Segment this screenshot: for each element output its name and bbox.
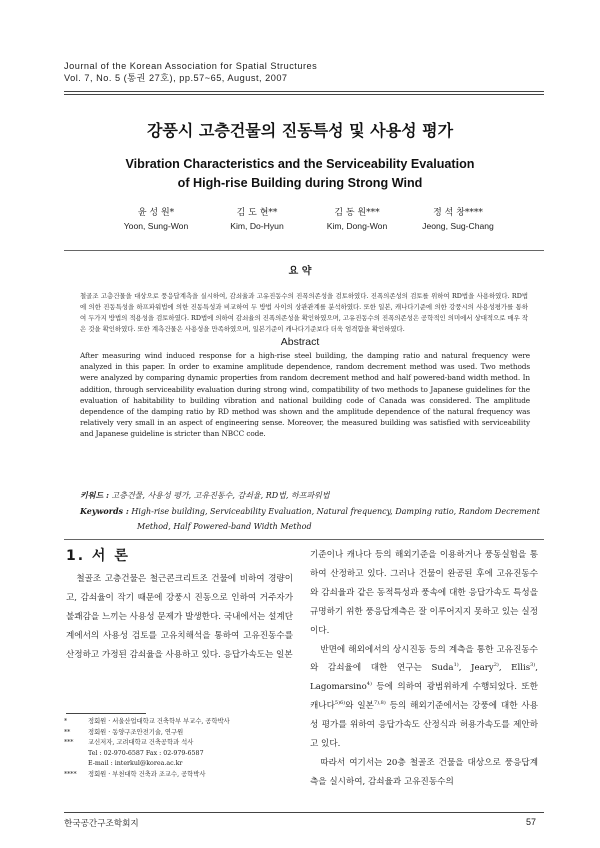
header-rule-bottom: [64, 94, 544, 95]
korean-abstract: 철골조 고층건물을 대상으로 풍응답계측을 실시하여, 감쇠율과 고유진동수의 진폭의존성을 검토하였다. 진폭의존성의 검토를 위하여 RD법을 사용하였다. RD법에 의한 진동특성을 하프파워법에 의한 진동특성과 비교하여 두 방법 사이의 상관관계를 분석하였다. 또한 일본, 캐나다기준에 의한 강풍시의 사용성평가를 통하여 두가지 방법의 적용성을 검토하였다. RD법에 의하여 감쇠율의 진폭의존성을 확인하였으며, 고유진동수의 진폭의존성은 공학적인 의미에서 상대적으로 매우 작은 것을 확인하였다. 또한 계측건물은 사용성을 만족하였으며, 일본기준이 캐나다기준보다 더욱 엄격함을 확인하였다.: [80, 292, 528, 333]
footnotes: [64, 717, 294, 781]
footnote-1-mark: *: [64, 718, 68, 725]
english-abstract: After measuring wind induced response for a high-rise steel building, the damping ratio and natural frequency were analyzed in this paper. In order to examine amplitude dependence, random decrement method was used. Two methods were analyzed by comparing dynamic properties from random decrement method and half powered-band width method. In addition, through serviceability evaluation during strong wind, compatibility of two methods to Japanese guidelines for the evaluation of habitability to building vibration and national building code of Canada was considered. The amplitude dependence of the damping ratio by RD method was shown and the amplitude dependence of the natural frequency was relatively very small in an aspect of engineering sense. Moreover, the measured building was satisfied with serviceability and Japanese guideline is stricter than NBCC code.: [80, 351, 530, 439]
journal-volume: Vol. 7, No. 5 (통권 27호), pp.57~65, August, 2007: [64, 73, 288, 83]
keywords-english-line2: Method, Half Powered-band Width Method: [137, 522, 312, 531]
footnote-1: [64, 717, 294, 728]
right-column: [310, 546, 538, 792]
korean-abstract-heading: 요 약: [288, 266, 312, 277]
footnote-4-mark: [64, 749, 88, 760]
ref-canada: 5)6): [334, 700, 346, 707]
author-3-kor: 김 동 원***: [334, 208, 380, 218]
footnote-5-mark: [64, 759, 88, 770]
footnote-rule: [66, 713, 146, 714]
author-4-kor: 정 석 창****: [433, 208, 483, 218]
section-1-heading: 1. 서 론: [66, 548, 130, 564]
footnote-4-text: Tel : 02-970-6587 Fax : 02-979-6587: [88, 749, 204, 757]
para2-text-b: , Jeary: [458, 663, 494, 674]
para2-text-a: 반면에 해외에서의 상시진동 등의 계측을 통한 고유진동수와 감쇠율에 대한 연구는 Suda: [310, 644, 538, 674]
title-english-line1: Vibration Characteristics and the Serviceability Evaluation: [125, 157, 475, 171]
ref-lagomarsino: 4): [366, 681, 372, 688]
footnote-6-text: 정회원 · 부천대학 건축과 조교수, 공학박사: [88, 770, 206, 778]
author-4-eng: Jeong, Sug-Chang: [422, 221, 494, 231]
abstract-rule-top: [64, 250, 544, 251]
left-column: [66, 570, 293, 665]
keywords-korean: [80, 488, 540, 503]
keywords-english-label: Keywords :: [80, 506, 129, 516]
footnote-3-text: 교신저자, 고려대학교 건축공학과 석사: [88, 739, 194, 747]
para2-text-f: 와 일본: [345, 701, 374, 712]
ref-ellis: 3): [530, 662, 536, 669]
para2-text-c: , Ellis: [498, 663, 531, 674]
author-1-kor: 윤 성 원*: [137, 208, 175, 218]
footnote-6: [64, 770, 294, 781]
title-korean: 강풍시 고층건물의 진동특성 및 사용성 평가: [146, 121, 454, 140]
para2-text-e: 등에 의하여 광범위하게 수행되었다. 또한 캐나다: [310, 682, 538, 712]
journal-name: Journal of the Korean Association for Spatial Structures: [64, 61, 318, 71]
keywords-english-line1: High-rise building, Serviceability Evaluation, Natural frequency, Damping ratio, Random Decrement: [131, 507, 540, 516]
author-2-kor: 김 도 현**: [236, 208, 278, 218]
right-column-paragraph-1: 기준이나 캐나다 등의 해외기준을 이용하거나 풍동실험을 통하여 산정하고 있다. 그러나 건물이 완공된 후에 고유진동수와 감쇠율과 같은 동적특성과 풍속에 대한 응답가속도 특성을 규명하기 위한 풍응답계측은 잘 이루어지지 못하고 있는 실정이다.: [310, 550, 538, 636]
para2-text-g: 등의 해외기준에서는 강풍에 대한 사용성 평가를 위하여 응답가속도 산정식과 허용가속도를 제안하고 있다.: [310, 701, 538, 750]
footnote-5-text: E-mail : interkul@korea.ac.kr: [88, 760, 183, 768]
journal-header: [64, 60, 544, 84]
footnote-4: [64, 749, 294, 760]
title-english-line2: of High-rise Building during Strong Wind: [177, 176, 423, 190]
footer-journal: 한국공간구조학회지: [64, 819, 139, 829]
footnote-6-mark: ****: [64, 770, 77, 778]
right-column-paragraph-2: [310, 641, 538, 754]
keywords-korean-text: 고층건물, 사용성 평가, 고유진동수, 감쇠율, RD법, 하프파워법: [111, 491, 330, 500]
footnote-5: [64, 759, 294, 770]
title-english: [0, 155, 600, 193]
header-rule-top: [64, 91, 544, 92]
ref-jeary: 2): [493, 662, 499, 669]
abstract-heading: Abstract: [280, 336, 320, 348]
footnote-3: [64, 738, 294, 749]
author-2-eng: Kim, Do-Hyun: [230, 221, 284, 231]
author-4: [398, 207, 518, 233]
ref-suda: 1): [453, 662, 459, 669]
keywords-english: [80, 504, 540, 534]
footnote-3-mark: ***: [64, 739, 74, 747]
right-column-paragraph-3: 따라서 여기서는 20층 철골조 건물을 대상으로 풍응답계측을 실시하여, 감쇠율과 고유진동수의: [310, 757, 538, 787]
footnote-1-text: 정회원 · 서울산업대학교 건축학부 부교수, 공학박사: [88, 718, 230, 725]
page-number: 57: [525, 817, 536, 827]
left-column-paragraph-1: 철골조 고층건물은 철근콘크리트조 건물에 비하여 경량이고, 감쇠율이 작기 때문에 강풍시 진동으로 인하여 거주자가 불쾌감을 느끼는 사용성 문제가 발생한다. 국내에서는 설계단계에서의 사용성 검토를 고유치해석을 통하여 고유진동수를 산정하고 가정된 감쇠율을 사용하고 있다. 응답가속도는 일본: [66, 574, 293, 660]
ref-japan: 7),8): [373, 700, 386, 707]
footnote-2-text: 정회원 · 동양구조안전기술, 연구원: [88, 728, 184, 736]
abstract-rule-bottom: [64, 539, 544, 540]
footer-rule: [64, 812, 544, 813]
keywords-korean-label: 키워드 :: [80, 490, 109, 500]
footnote-2: [64, 728, 294, 739]
footnote-2-mark: **: [64, 728, 71, 736]
para2-text-d: , Lagomarsino: [310, 663, 538, 693]
author-1-eng: Yoon, Sung-Won: [123, 221, 189, 231]
author-3-eng: Kim, Dong-Won: [326, 221, 388, 231]
